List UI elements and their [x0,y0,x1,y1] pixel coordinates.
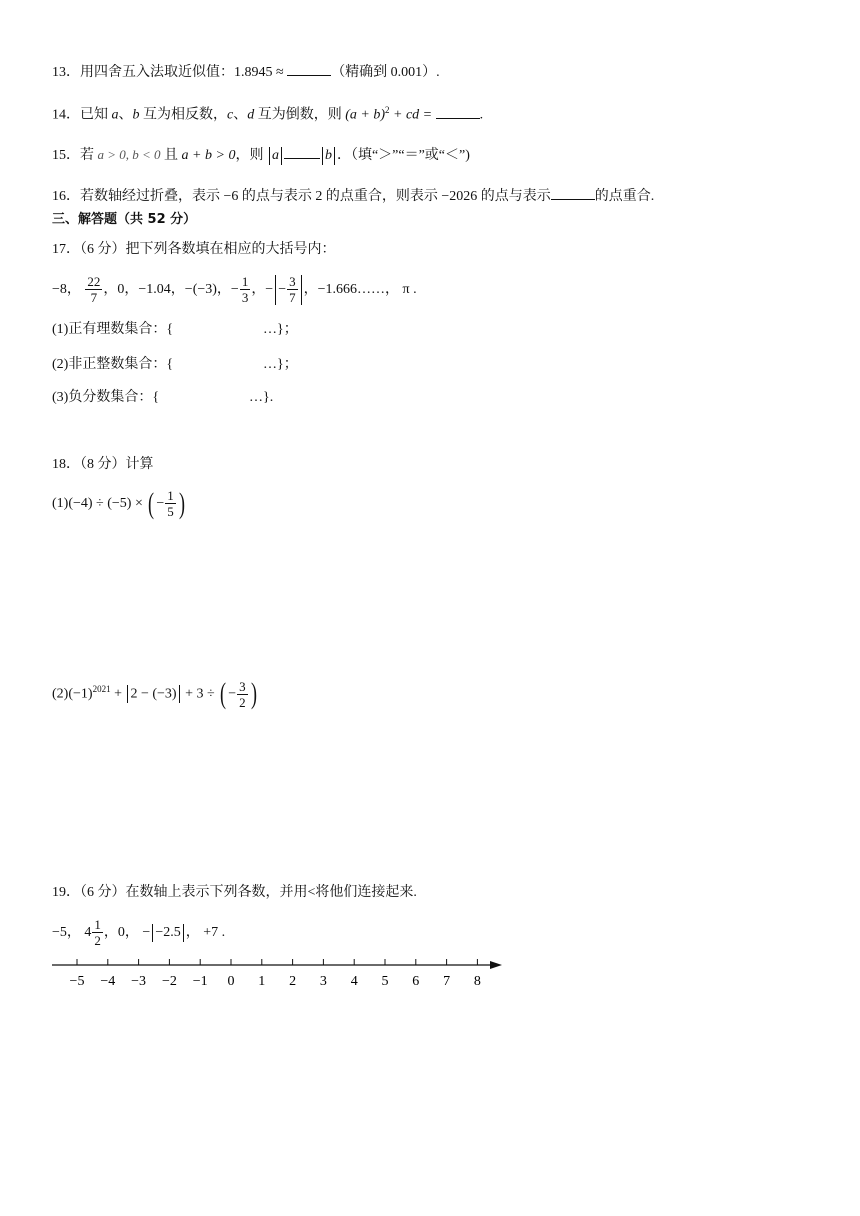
number-line-tick-label: 2 [289,974,297,989]
number-line-tick-label: −1 [192,974,208,989]
number-line-tick-label: −3 [131,974,147,989]
number-line-tick-label: 1 [258,974,266,989]
q18-part-2: $(2)(-1)^{2021} + 2 - (-3) + 3$ ÷ ( − $\frac{3}{2}$ ) [52,677,257,711]
number-line-tick-label: −2 [161,974,177,989]
q14-exponent: 2 [385,105,390,115]
question-14 [52,100,483,126]
q19-abs-content: −2.5 [155,925,181,940]
q17-num-2: ，0，−1.04，−(−3)，− [103,282,239,297]
abs-bar [301,275,302,305]
abs-bar [152,924,153,942]
q13-number: 13． [52,65,80,80]
q18-part-2-exponent: 2021 [92,684,111,694]
question-15 [52,143,470,166]
q14-number: 14． [52,107,80,123]
number-line-tick-label: 6 [412,974,420,989]
number-line-tick-label: −5 [69,974,85,989]
fraction-numerator: 1 [94,917,101,933]
fraction-numerator: 3 [239,678,246,694]
q14-expression-2: + cd = [389,107,436,123]
number-line-tick-label: 7 [443,974,451,989]
question-17 [52,240,336,260]
paren: ( [220,677,227,711]
q17-part-1-label: (1)正有理数集合：{ [52,322,174,337]
q14-var-a: a [111,107,119,123]
fraction-numerator: 3 [289,274,296,290]
q14-pre: 已知 [80,107,112,123]
q15-condition-1: a > 0, b < 0 [97,147,161,162]
abs-bar [183,924,184,942]
question-19 [52,883,417,903]
q17-text: （6 分）把下列各数填在相应的大括号内： [80,242,336,257]
number-line-tick-label: 4 [350,974,358,989]
q13-answer-blank[interactable] [287,60,331,76]
fraction [237,679,248,710]
q18-part-1: (1)(−4) ÷ (−5) × ( − $\frac{1}{5}$ ) [52,486,185,520]
abs-bar [127,685,128,703]
section-heading: 三、解答题（共 52 分） [52,212,197,227]
q18-part-2-tail: + 3 ÷ [181,686,219,702]
number-line-tick-label: 5 [381,974,389,989]
q15-answer-blank[interactable] [284,143,320,159]
fraction [287,274,298,305]
number-line-tick-label: 8 [473,974,481,989]
q19-num-3: ， +7 . [185,925,226,940]
q15-mid2: ，则 [235,148,267,163]
number-line[interactable] [50,955,510,995]
q15-condition-2: a + b > 0 [181,148,236,163]
q17-part-3 [52,388,273,408]
q17-num-4: ，−1.666……， π . [303,282,417,297]
number-line-ticks [70,959,481,989]
fraction-denominator: 2 [94,933,101,949]
abs-bar [275,275,276,305]
abs-bar [281,147,282,165]
question-18 [52,455,154,475]
fraction-numerator: 22 [87,274,101,290]
q17-part-1 [52,320,298,340]
q14-answer-blank[interactable] [436,103,480,119]
q15-var-a: a [271,148,279,163]
q14-end: . [479,107,484,123]
q17-number-list: −8， $\frac{22}{7}$ ，0，−1.04，−(−3)，− $\frac{1}{3}$ ，− − $\frac{3}{7}$ ，−1.666……， π . [52,274,417,306]
q16-answer-blank[interactable] [551,184,595,200]
q17-part-2 [52,355,298,375]
fraction-denominator: 5 [167,504,174,520]
q15-tail: ．（填“＞”“＝”或“＜”) [336,148,470,163]
q14-mid1: 互为相反数， [139,107,227,123]
q15-number: 15． [52,148,80,163]
q15-var-b: b [324,148,332,163]
q15-pre: 若 [80,148,98,163]
q18-part-2-abs-content: 2 − (−3) [130,686,177,702]
q17-num-3: ，− [251,282,274,297]
q19-num-2: ，0， − [103,925,151,940]
q16-number: 16． [52,189,80,204]
q18-part-2-base: (−1) [68,686,93,702]
number-line-tick-label: 3 [319,974,327,989]
abs-bar [334,147,335,165]
abs-bar [179,685,180,703]
fraction [85,274,102,305]
q18-number: 18． [52,457,80,472]
fraction-denominator: 7 [90,290,98,306]
q14-sep1: 、 [118,107,133,123]
number-line-tick-label: −4 [100,974,116,989]
q17-part-3-end: …}. [249,390,274,405]
q18-part-1-label: (1) [52,496,69,511]
q19-number-list [52,915,225,951]
fraction-denominator: 7 [289,290,296,306]
q15-mid: 且 [160,148,182,163]
q16-text: 若数轴经过折叠，表示 −6 的点与表示 2 的点重合，则表示 −2026 的点与表示 [80,189,551,204]
q13-text: 用四舍五入法取近似值：1.8945 ≈ [80,65,288,80]
fraction-denominator: 3 [241,290,249,306]
q18-part-2-plus: + [110,686,126,702]
q16-tail: 的点重合. [594,189,655,204]
arrow-right-icon [490,961,502,969]
q19-num-1: −5， 4 [52,925,92,940]
q14-var-d: d [247,107,255,123]
q17-part-1-end: …}； [263,322,298,337]
fraction [240,274,251,305]
q18-part-1-expression: (−4) ÷ (−5) × [68,496,147,511]
q19-number: 19． [52,885,80,900]
q19-text: （6 分）在数轴上表示下列各数，并用<将他们连接起来. [80,885,417,900]
q14-expression: (a + b) [345,107,385,123]
abs-bar [269,147,270,165]
q17-part-2-label: (2)非正整数集合：{ [52,357,174,372]
fraction-denominator: 2 [239,694,246,710]
abs-bar [322,147,323,165]
question-16 [52,184,654,207]
fraction [165,488,176,519]
q17-part-3-label: (3)负分数集合：{ [52,390,160,405]
q14-var-c: c [227,107,234,123]
number-line-tick-label: 0 [227,974,235,989]
q17-num-1: −8， [52,282,81,297]
q18-text: （8 分）计算 [80,457,154,472]
q13-tail: （精确到 0.001）. [331,65,440,80]
question-13 [52,60,440,83]
paren: ) [250,677,257,711]
q17-number: 17． [52,242,80,257]
fraction-numerator: 1 [167,488,174,504]
q14-mid2: 互为倒数，则 [254,107,346,123]
q14-sep2: 、 [233,107,248,123]
paren: ( [148,486,155,520]
fraction [92,917,103,948]
fraction-numerator: 1 [241,274,249,290]
q14-var-b: b [132,107,140,123]
q17-part-2-end: …}； [263,357,298,372]
q18-part-2-label: (2) [52,686,69,702]
paren: ) [178,486,185,520]
